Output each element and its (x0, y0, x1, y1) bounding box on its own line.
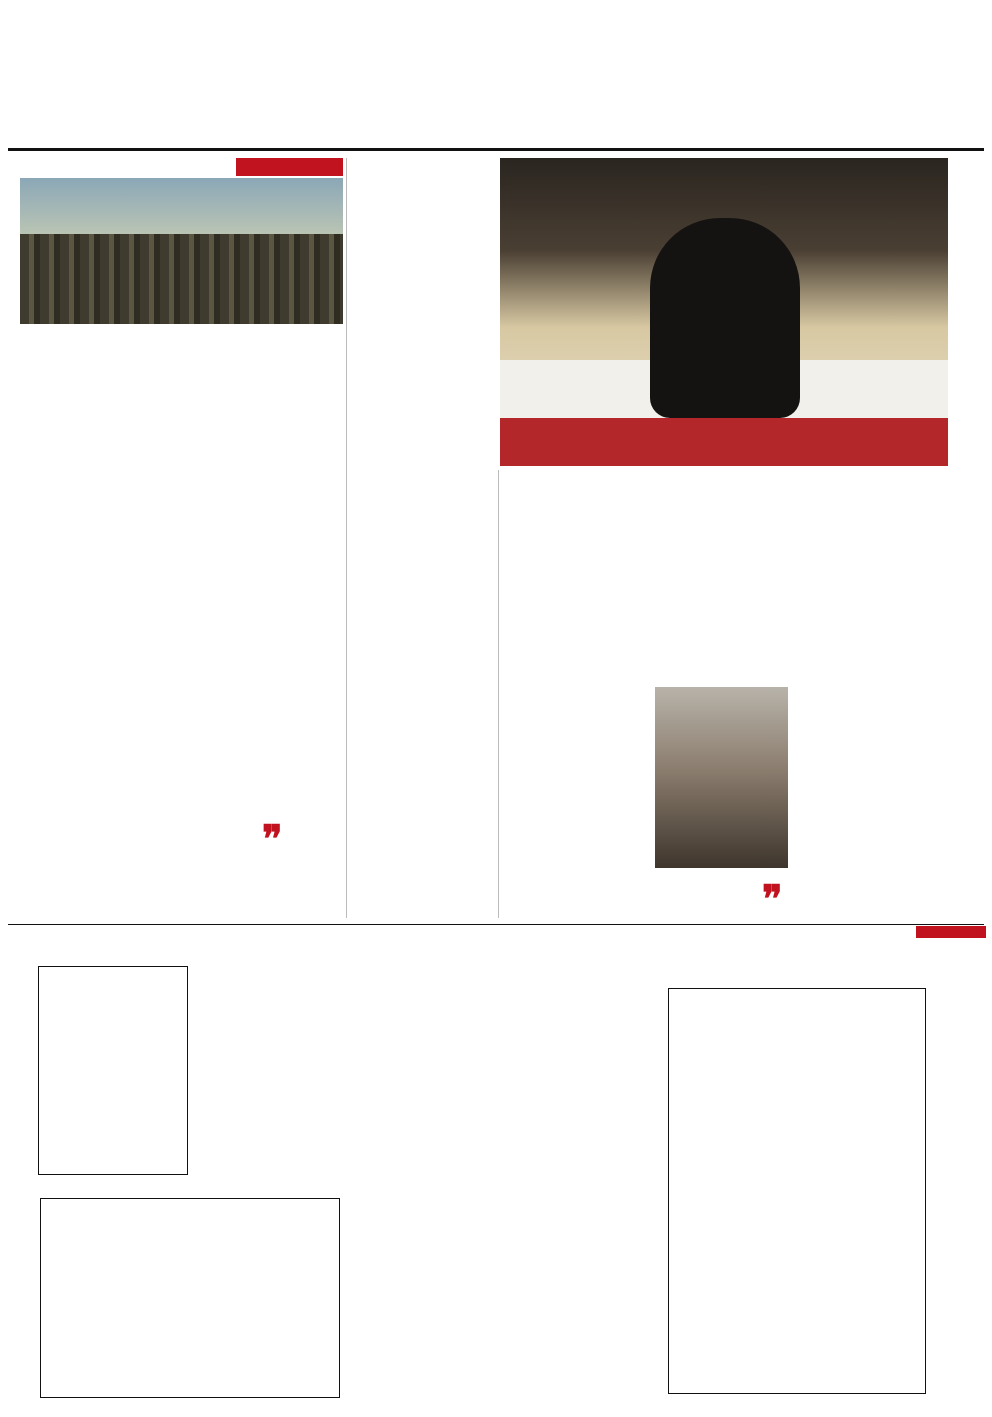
main-photo (500, 158, 948, 466)
sudoku-grid[interactable] (38, 966, 188, 1175)
header-rule (8, 148, 984, 151)
yadman-tag (236, 158, 343, 176)
martyr-portrait (655, 687, 788, 868)
crossword-row-numbers (928, 988, 944, 1394)
flag-red-band (500, 418, 948, 466)
newspaper-logo (938, 78, 984, 136)
yadman-photo (20, 178, 343, 324)
puzzle-section-rule (8, 924, 984, 938)
answer-grid (40, 1198, 340, 1398)
quote-icon: ❞ (262, 816, 283, 861)
quote-icon: ❞ (762, 876, 783, 921)
yadman-column-left (20, 484, 178, 916)
interview-column-4 (350, 158, 496, 916)
puzzle-tag (916, 926, 986, 938)
interview-column-3 (500, 615, 644, 917)
interview-column-1 (792, 615, 946, 873)
crossword-grid[interactable] (668, 988, 926, 1394)
interview-column-2 (648, 615, 788, 685)
yadman-column-right (184, 484, 342, 814)
mother-figure (650, 218, 800, 418)
column-divider (346, 158, 347, 918)
photo-caption (952, 160, 982, 460)
section-logo (410, 82, 520, 144)
soldiers-group (20, 234, 343, 324)
column-divider (498, 470, 499, 918)
